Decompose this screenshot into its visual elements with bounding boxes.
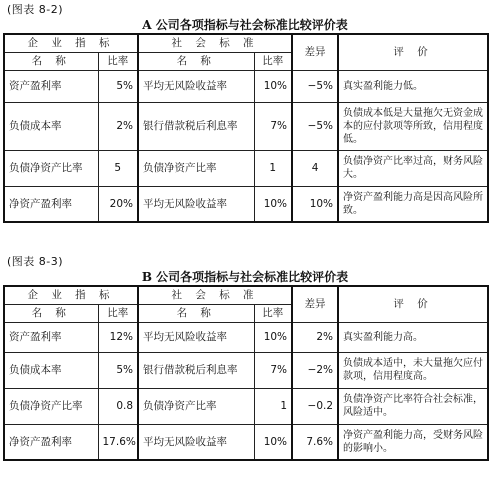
eval: 净资产盈利能力高是因高风险所致。 <box>338 186 488 222</box>
header-diff: 差异 <box>292 34 338 70</box>
table-row <box>4 102 488 150</box>
ent-name: 净资产盈利率 <box>4 186 98 222</box>
ent-ratio: 20% <box>98 186 138 222</box>
eval: 负债成本适中，未大量拖欠应付款项，信用程度高。 <box>338 352 488 388</box>
soc-ratio: 7% <box>254 352 292 388</box>
header-ratio: 比率 <box>98 52 138 70</box>
soc-ratio: 10% <box>254 186 292 222</box>
soc-name: 平均无风险收益率 <box>138 322 254 352</box>
soc-name: 负债净资产比率 <box>138 388 254 424</box>
header-name: 名 称 <box>138 52 254 70</box>
header-society: 社 会 标 准 <box>138 34 292 52</box>
ent-ratio: 5% <box>98 70 138 102</box>
soc-name: 银行借款税后利息率 <box>138 102 254 150</box>
ent-ratio: 2% <box>98 102 138 150</box>
diff: 4 <box>292 150 338 186</box>
diff: −5% <box>292 70 338 102</box>
ent-name: 负债净资产比率 <box>4 150 98 186</box>
comparison-table <box>3 33 489 223</box>
ent-ratio: 5% <box>98 352 138 388</box>
ent-name: 负债净资产比率 <box>4 388 98 424</box>
diff: 10% <box>292 186 338 222</box>
diff: −2% <box>292 352 338 388</box>
header-ratio: 比率 <box>98 304 138 322</box>
header-diff: 差异 <box>292 286 338 322</box>
comparison-table <box>3 285 489 461</box>
ent-ratio: 0.8 <box>98 388 138 424</box>
table-row <box>4 424 488 460</box>
header-name: 名 称 <box>4 304 98 322</box>
table-row <box>4 388 488 424</box>
header-society: 社 会 标 准 <box>138 286 292 304</box>
soc-ratio: 10% <box>254 322 292 352</box>
diff: −5% <box>292 102 338 150</box>
table-row <box>4 186 488 222</box>
header-ratio: 比率 <box>254 52 292 70</box>
table-title: A 公司各项指标与社会标准比较评价表 <box>142 18 348 32</box>
header-eval: 评 价 <box>338 286 488 322</box>
header-name: 名 称 <box>4 52 98 70</box>
soc-ratio: 1 <box>254 150 292 186</box>
header-enterprise: 企 业 指 标 <box>4 286 138 304</box>
soc-name: 平均无风险收益率 <box>138 70 254 102</box>
soc-ratio: 10% <box>254 70 292 102</box>
soc-ratio: 10% <box>254 424 292 460</box>
ent-name: 负债成本率 <box>4 352 98 388</box>
header-ratio: 比率 <box>254 304 292 322</box>
ent-ratio: 17.6% <box>98 424 138 460</box>
ent-ratio: 12% <box>98 322 138 352</box>
soc-ratio: 1 <box>254 388 292 424</box>
soc-name: 负债净资产比率 <box>138 150 254 186</box>
soc-name: 平均无风险收益率 <box>138 424 254 460</box>
eval: 净资产盈利能力高，受财务风险的影响小。 <box>338 424 488 460</box>
table-row <box>4 322 488 352</box>
eval: 真实盈利能力高。 <box>338 322 488 352</box>
soc-ratio: 7% <box>254 102 292 150</box>
table-row <box>4 70 488 102</box>
table-section-b <box>3 255 487 461</box>
header-eval: 评 价 <box>338 34 488 70</box>
figure-label: (图表 8-3) <box>7 255 64 268</box>
eval: 负债净资产比率符合社会标准，风险适中。 <box>338 388 488 424</box>
table-row <box>4 352 488 388</box>
ent-name: 负债成本率 <box>4 102 98 150</box>
ent-ratio: 5 <box>98 150 138 186</box>
soc-name: 银行借款税后利息率 <box>138 352 254 388</box>
table-title: B 公司各项指标与社会标准比较评价表 <box>141 270 349 284</box>
ent-name: 资产盈利率 <box>4 322 98 352</box>
table-row <box>4 150 488 186</box>
eval: 负债净资产比率过高，财务风险大。 <box>338 150 488 186</box>
ent-name: 资产盈利率 <box>4 70 98 102</box>
figure-label: (图表 8-2) <box>7 3 64 16</box>
eval: 负债成本低是大量拖欠无资金成本的应付款项等所致，信用程度低。 <box>338 102 488 150</box>
diff: −0.2 <box>292 388 338 424</box>
diff: 2% <box>292 322 338 352</box>
diff: 7.6% <box>292 424 338 460</box>
header-name: 名 称 <box>138 304 254 322</box>
ent-name: 净资产盈利率 <box>4 424 98 460</box>
table-section-a <box>3 3 487 223</box>
header-enterprise: 企 业 指 标 <box>4 34 138 52</box>
eval: 真实盈利能力低。 <box>338 70 488 102</box>
soc-name: 平均无风险收益率 <box>138 186 254 222</box>
